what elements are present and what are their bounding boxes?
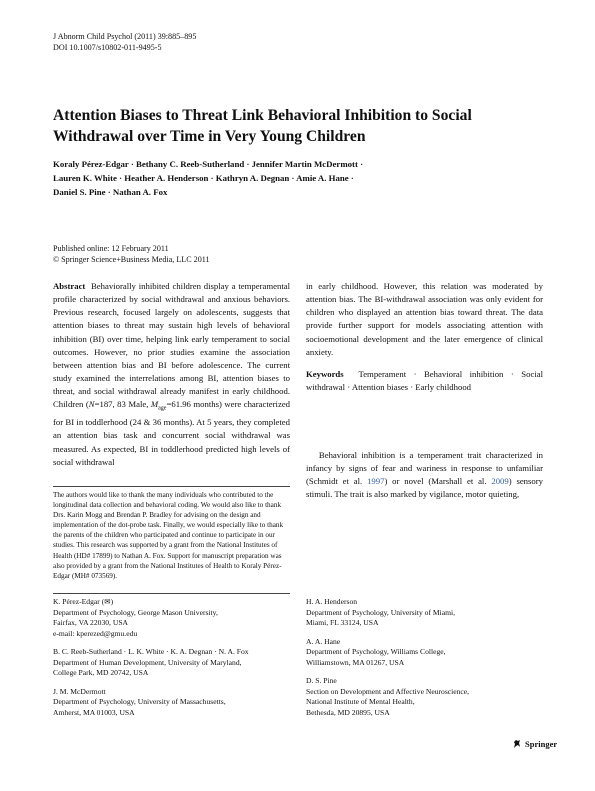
keywords-text: Temperament · Behavioral inhibition · Social withdrawal · Attention biases · Early childhood — [306, 369, 543, 393]
affiliation-line: Fairfax, VA 22030, USA — [53, 618, 129, 627]
abstract-text: Behaviorally inhibited children display a temperamental profile characterized by social withdrawal and anxious behaviors. Previous research, focused largely on adolescents, suggests that attention biases to threat may sustain high levels of behavioral inhibition (BI) over time, helping link early temperament to social outcomes. However, no prior studies examine the association between attention bias and BI before adolescence. The current study examined the interrelations among BI, attention biases to threat, and social withdrawal already manifest in early childhood. Children ( — [53, 281, 290, 410]
journal-header — [53, 31, 196, 53]
author-line: Koraly Pérez-Edgar · Bethany C. Reeb-Sutherland · Jennifer Martin McDermott · — [53, 159, 364, 169]
affiliation-block — [306, 637, 546, 669]
affiliations-left — [53, 597, 293, 718]
author-list — [53, 157, 453, 200]
footnote-divider — [53, 486, 290, 487]
affiliation-line: Section on Development and Affective Neuroscience, — [306, 686, 470, 696]
affiliation-block — [306, 597, 546, 629]
springer-horse-icon — [512, 739, 522, 749]
paper-title: Attention Biases to Threat Link Behavioral Inhibition to Social Withdrawal over Time in Very Young Children — [53, 107, 472, 145]
springer-wordmark: Springer — [525, 739, 558, 749]
affiliation-name: K. Pérez-Edgar (✉) — [53, 597, 114, 606]
intro-text: ) or novel (Marshall et al. — [384, 476, 492, 487]
affiliation-line: Bethesda, MD 20895, USA — [306, 707, 390, 717]
affiliation-divider — [53, 593, 290, 594]
keywords — [306, 368, 543, 394]
citation-link[interactable]: 1997 — [367, 476, 385, 487]
affiliation-line: Amherst, MA 01003, USA — [53, 707, 135, 717]
abstract — [53, 280, 290, 469]
n-symbol: N — [88, 399, 95, 410]
affiliation-line: College Park, MD 20742, USA — [53, 668, 149, 677]
affiliation-line: Williamstown, MA 01267, USA — [306, 657, 405, 667]
m-subscript: age — [158, 406, 167, 413]
affiliation-block — [306, 676, 546, 718]
affiliation-block — [53, 647, 293, 679]
affiliation-name: H. A. Henderson — [306, 597, 358, 606]
affiliations-right — [306, 597, 546, 718]
citation-link[interactable]: 2009 — [491, 476, 509, 487]
affiliation-line: Miami, FL 33124, USA — [306, 618, 379, 627]
acknowledgement-footnote: The authors would like to thank the many individuals who contributed to the longitudinal data collection and behavioral coding. We would also like to thank Drs. Karin Mogg and Brendan P. Bradley for advising on the design and implementation of the dot-probe task. Finally, we would especially like to thank the parents of the children who participated and continue to participate in our studies. This research was supported by a grant from the National Institutes of Health (HD# 17899) to Nathan A. Fox. Support for manuscript preparation was also provided by a grant from the National Institutes of Health to Koraly Pérez-Edgar (MH# 073569). — [53, 491, 284, 580]
affiliation-name: B. C. Reeb-Sutherland · L. K. White · K. A. Degnan · N. A. Fox — [53, 647, 249, 656]
affiliation-name: D. S. Pine — [306, 676, 337, 685]
doi: DOI 10.1007/s10802-011-9495-5 — [53, 43, 162, 52]
abstract-text: =61.96 months) were characterized for BI in toddlerhood (24 & 36 months). At 5 years, they completed an attention bias task and concurrent social withdrawal was measured. As expected, BI in toddlerhood predicted high levels of social withdrawal — [53, 399, 291, 467]
affiliation-line: Department of Psychology, Williams College, — [306, 647, 446, 656]
affiliation-line: Department of Psychology, George Mason University, — [53, 607, 218, 617]
affiliation-line: Department of Human Development, University of Maryland, — [53, 657, 242, 667]
affiliation-name: J. M. McDermott — [53, 686, 106, 696]
affiliation-name: A. A. Hane — [306, 636, 341, 646]
published-online: Published online: 12 February 2011 — [53, 244, 169, 253]
publication-info — [53, 243, 210, 265]
intro-text: Behavioral inhibition is a temperament trait characterized in infancy by signs of fear and wariness in response to unfamiliar (Schmidt et al. — [306, 450, 544, 487]
abstract-text: =187, 83 Male, — [94, 399, 151, 410]
m-symbol: M — [150, 399, 159, 410]
affiliation-block — [53, 687, 293, 719]
intro-text: ) sensory stimuli. The trait is also marked by vigilance, motor quieting, — [306, 476, 543, 500]
keywords-label: Keywords — [306, 369, 344, 379]
email-address[interactable]: e-mail: kperezed@gmu.edu — [53, 628, 138, 638]
introduction-paragraph — [306, 449, 543, 502]
journal-citation: J Abnorm Child Psychol (2011) 39:885–895 — [53, 32, 197, 41]
abstract-continued: in early childhood. However, this relation was moderated by attention bias. The BI-withdrawal association was only evident for children who displayed an attention bias toward threat. The data provide further support for models associating attention with socioemotional development and the later emergence of clinical anxiety. — [306, 281, 543, 357]
affiliation-block — [53, 597, 293, 639]
author-line: Daniel S. Pine · Nathan A. Fox — [53, 187, 168, 198]
abstract-label: Abstract — [53, 281, 86, 291]
copyright: © Springer Science+Business Media, LLC 2011 — [53, 255, 210, 264]
affiliation-line: Department of Psychology, University of Miami, — [306, 607, 456, 617]
springer-logo — [512, 739, 557, 749]
author-line: Lauren K. White · Heather A. Henderson · Kathryn A. Degnan · Amie A. Hane · — [53, 173, 354, 184]
affiliation-line: National Institute of Mental Health, — [306, 697, 415, 706]
affiliation-line: Department of Psychology, University of Massachusetts, — [53, 697, 226, 706]
